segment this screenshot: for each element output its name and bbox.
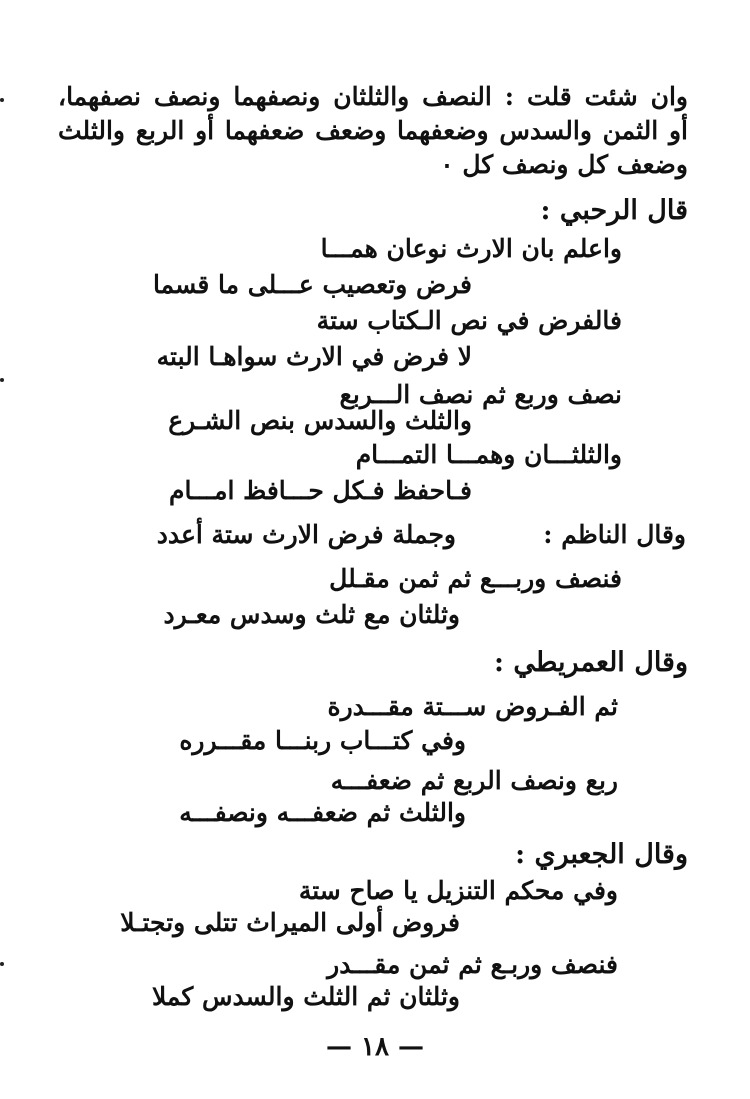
verse-line: والثلث ثم ضعفـــه ونصفـــه [179,798,466,827]
verse-line: لا فرض في الارث سواهـا البته [156,342,472,371]
verse-line: ربع ونصف الربع ثم ضعفـــه [330,766,618,795]
verse-line: وفي محكم التنزيل يا صاح ستة [298,876,618,905]
verse-line: والثلث والسدس بنص الشـرع [168,406,472,435]
verse-line-inline: وجملة فرض الارث ستة أعدد [156,520,456,549]
verse-line: وثلثان ثم الثلث والسدس كملا [151,982,460,1011]
verse-line: وفي كتـــاب ربنـــا مقـــرره [179,726,466,755]
verse-line: فنصف وربـــع ثم ثمن مقـلل [329,564,622,593]
section-heading-rahbi: قال الرحبي : [540,195,688,226]
prose-line: وان شئت قلت : النصف والثلثان ونصفهما ونصف نصفهما، [58,82,688,111]
verse-line: نصف وربع ثم نصف الـــربع [339,380,622,409]
page-number: — ١٨ — [325,1032,425,1062]
verse-line: وثلثان مع ثلث وسدس معـرد [163,600,460,629]
verse-line: فرض وتعصيب عـــلى ما قسما [153,270,472,299]
section-heading-jabari: وقال الجعبري : [515,839,688,870]
section-heading-amriti: وقال العمريطي : [494,647,688,678]
section-heading-nazim: وقال الناظم : [543,520,686,549]
verse-line: فالفرض في نص الـكتاب ستة [316,306,622,335]
scan-edge-mark [0,962,4,966]
verse-line: ثم الفـروض ســـتة مقـــدرة [327,692,618,721]
scan-edge-mark [0,378,4,382]
verse-line: واعلم بان الارث نوعان همـــا [320,234,622,263]
verse-line: فنصف وربـع ثم ثمن مقـــدر [327,950,618,979]
verse-line: فـاحفظ فـكل حـــافظ امـــام [169,476,472,505]
verse-line: فروض أولى الميراث تتلى وتجتـلا [120,908,460,937]
scan-edge-mark [0,98,4,102]
prose-line: أو الثمن والسدس وضعفهما وضعف ضعفهما أو الربع والثلث [58,116,688,145]
prose-line: وضعف كل ونصف كل ٠ [440,150,688,179]
verse-line: والثلثـــان وهمـــا التمـــام [355,440,622,469]
